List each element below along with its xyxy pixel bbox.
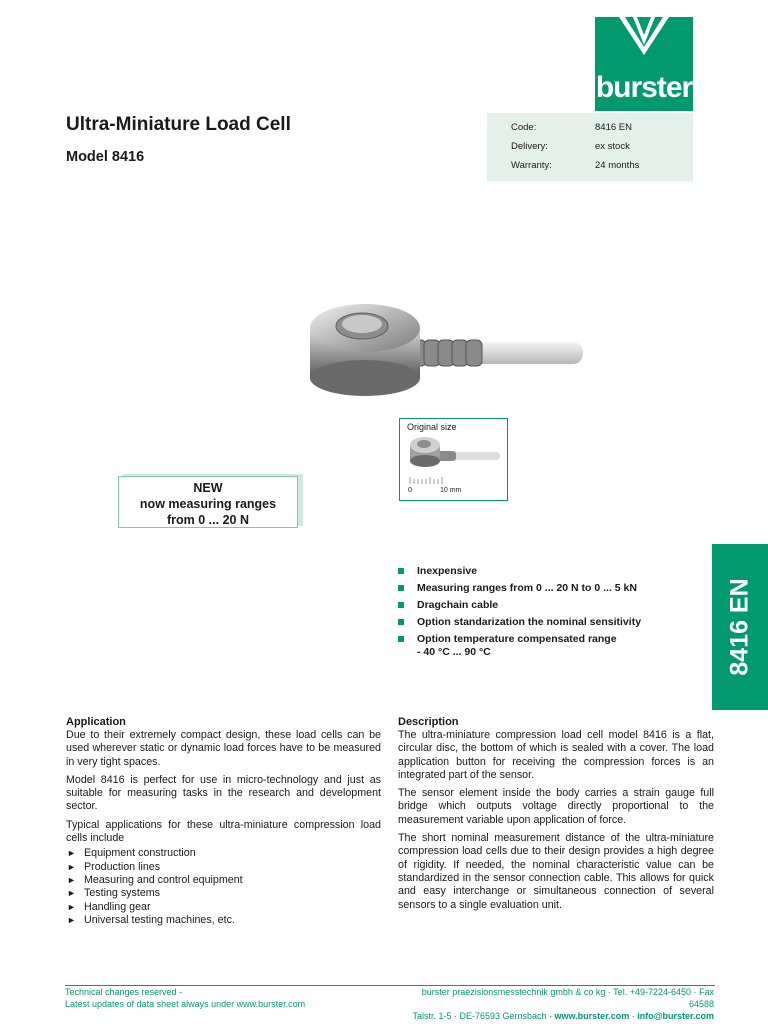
model-subtitle: Model 8416 <box>66 149 145 165</box>
arrow-bullet-icon: ► <box>67 888 76 899</box>
side-code-label: 8416 EN <box>725 578 754 676</box>
new-line-3: from 0 ... 20 N <box>167 513 249 527</box>
square-bullet-icon <box>398 585 404 591</box>
info-row-warranty <box>511 160 689 174</box>
feature-list <box>398 565 698 663</box>
info-label: Code: <box>511 122 537 133</box>
arrow-bullet-icon: ► <box>67 861 76 872</box>
footer-left <box>65 986 305 1010</box>
inset-caption: Original size <box>407 422 457 432</box>
footer-changes-note: Technical changes reserved - <box>65 987 183 997</box>
description-paragraph: The sensor element inside the body carries a strain gauge full bridge which outputs voltage directly proportional to the measurement variable upon application of force. <box>398 787 714 826</box>
info-box <box>487 113 693 181</box>
scale-end-label: 10 mm <box>440 487 462 494</box>
application-paragraph: Due to their extremely compact design, these load cells can be used wherever static or dynamic load forces have to be measured in very tight spaces. <box>66 729 381 768</box>
description-heading: Description <box>398 716 459 728</box>
footer-company-contact: burster praezisionsmesstechnik gmbh & co kg · Tel. +49-7224-6450 · Fax 64588 <box>421 987 714 1009</box>
feature-item: Inexpensive <box>398 565 698 578</box>
square-bullet-icon <box>398 568 404 574</box>
burster-logo <box>595 17 693 111</box>
new-line-2: now measuring ranges <box>139 497 277 511</box>
info-label: Warranty: <box>511 160 552 171</box>
logo-wordmark: burster <box>595 71 693 104</box>
list-item: ► Measuring and control equipment <box>67 873 243 886</box>
footer-email-link[interactable]: info@burster.com <box>637 1011 714 1021</box>
feature-item-continuation: - 40 °C ... 90 °C <box>417 646 491 658</box>
info-value: ex stock <box>595 141 630 152</box>
info-row-code <box>511 122 689 136</box>
list-item: ► Equipment construction <box>67 847 196 860</box>
arrow-bullet-icon: ► <box>67 901 76 912</box>
description-section <box>398 716 714 917</box>
info-row-delivery <box>511 141 689 155</box>
footer-right <box>398 986 714 1022</box>
info-value: 24 months <box>595 160 640 171</box>
list-item: ► Testing systems <box>67 887 161 900</box>
feature-item: Dragchain cable <box>398 599 698 612</box>
square-bullet-icon <box>398 636 404 642</box>
new-label: NEW <box>193 481 223 495</box>
footer-web-link[interactable]: www.burster.com <box>554 1011 630 1021</box>
description-paragraph: The short nominal measurement distance of the ultra-miniature compression load cells due to their design provides a high degree of rigidity. If needed, the nominal characteristic value can be standardized in the sensor connection cable. This allows for quick and easy interchange or simultaneous connection of several sensors to a single evaluation unit. <box>398 832 714 911</box>
page-title: Ultra-Miniature Load Cell <box>66 114 291 135</box>
feature-item: Measuring ranges from 0 ... 20 N to 0 ... 5 kN <box>398 582 698 595</box>
info-label: Delivery: <box>511 141 548 152</box>
side-code-tab <box>712 544 768 710</box>
list-item: ► Universal testing machines, etc. <box>67 913 235 926</box>
application-heading: Application <box>66 716 126 728</box>
list-item: ► Handling gear <box>67 900 151 913</box>
application-section <box>66 716 381 927</box>
square-bullet-icon <box>398 602 404 608</box>
original-size-inset <box>399 418 508 501</box>
list-item: ► Production lines <box>67 860 161 873</box>
scale-start-label: 0 <box>408 487 412 494</box>
arrow-bullet-icon: ► <box>67 914 76 925</box>
logo-chevron-icon <box>619 17 669 57</box>
arrow-bullet-icon: ► <box>67 848 76 859</box>
footer-address: Talstr. 1-5 · DE-76593 Gernsbach · www.burster.com · info@burster.com <box>412 1011 714 1021</box>
info-value: 8416 EN <box>595 122 632 133</box>
feature-item: Option standarization the nominal sensitivity <box>398 616 698 629</box>
arrow-bullet-icon: ► <box>67 874 76 885</box>
description-paragraph: The ultra-miniature compression load cell model 8416 is a flat, circular disc, the bottom of which is sealed with a cover. The load application button for receiving the compression forces is an integrated part of the sensor. <box>398 729 714 781</box>
application-paragraph: Model 8416 is perfect for use in micro-technology and just as suitable for measuring tasks in the research and development sector. <box>66 773 381 813</box>
new-ranges-callout <box>118 476 298 528</box>
application-list <box>66 847 381 927</box>
footer-updates-note: Latest updates of data sheet always under www.burster.com <box>65 999 306 1009</box>
application-paragraph: Typical applications for these ultra-miniature compression load cells include <box>66 818 381 845</box>
square-bullet-icon <box>398 619 404 625</box>
product-photo <box>288 280 588 410</box>
feature-item: Option temperature compensated range <box>398 633 698 646</box>
